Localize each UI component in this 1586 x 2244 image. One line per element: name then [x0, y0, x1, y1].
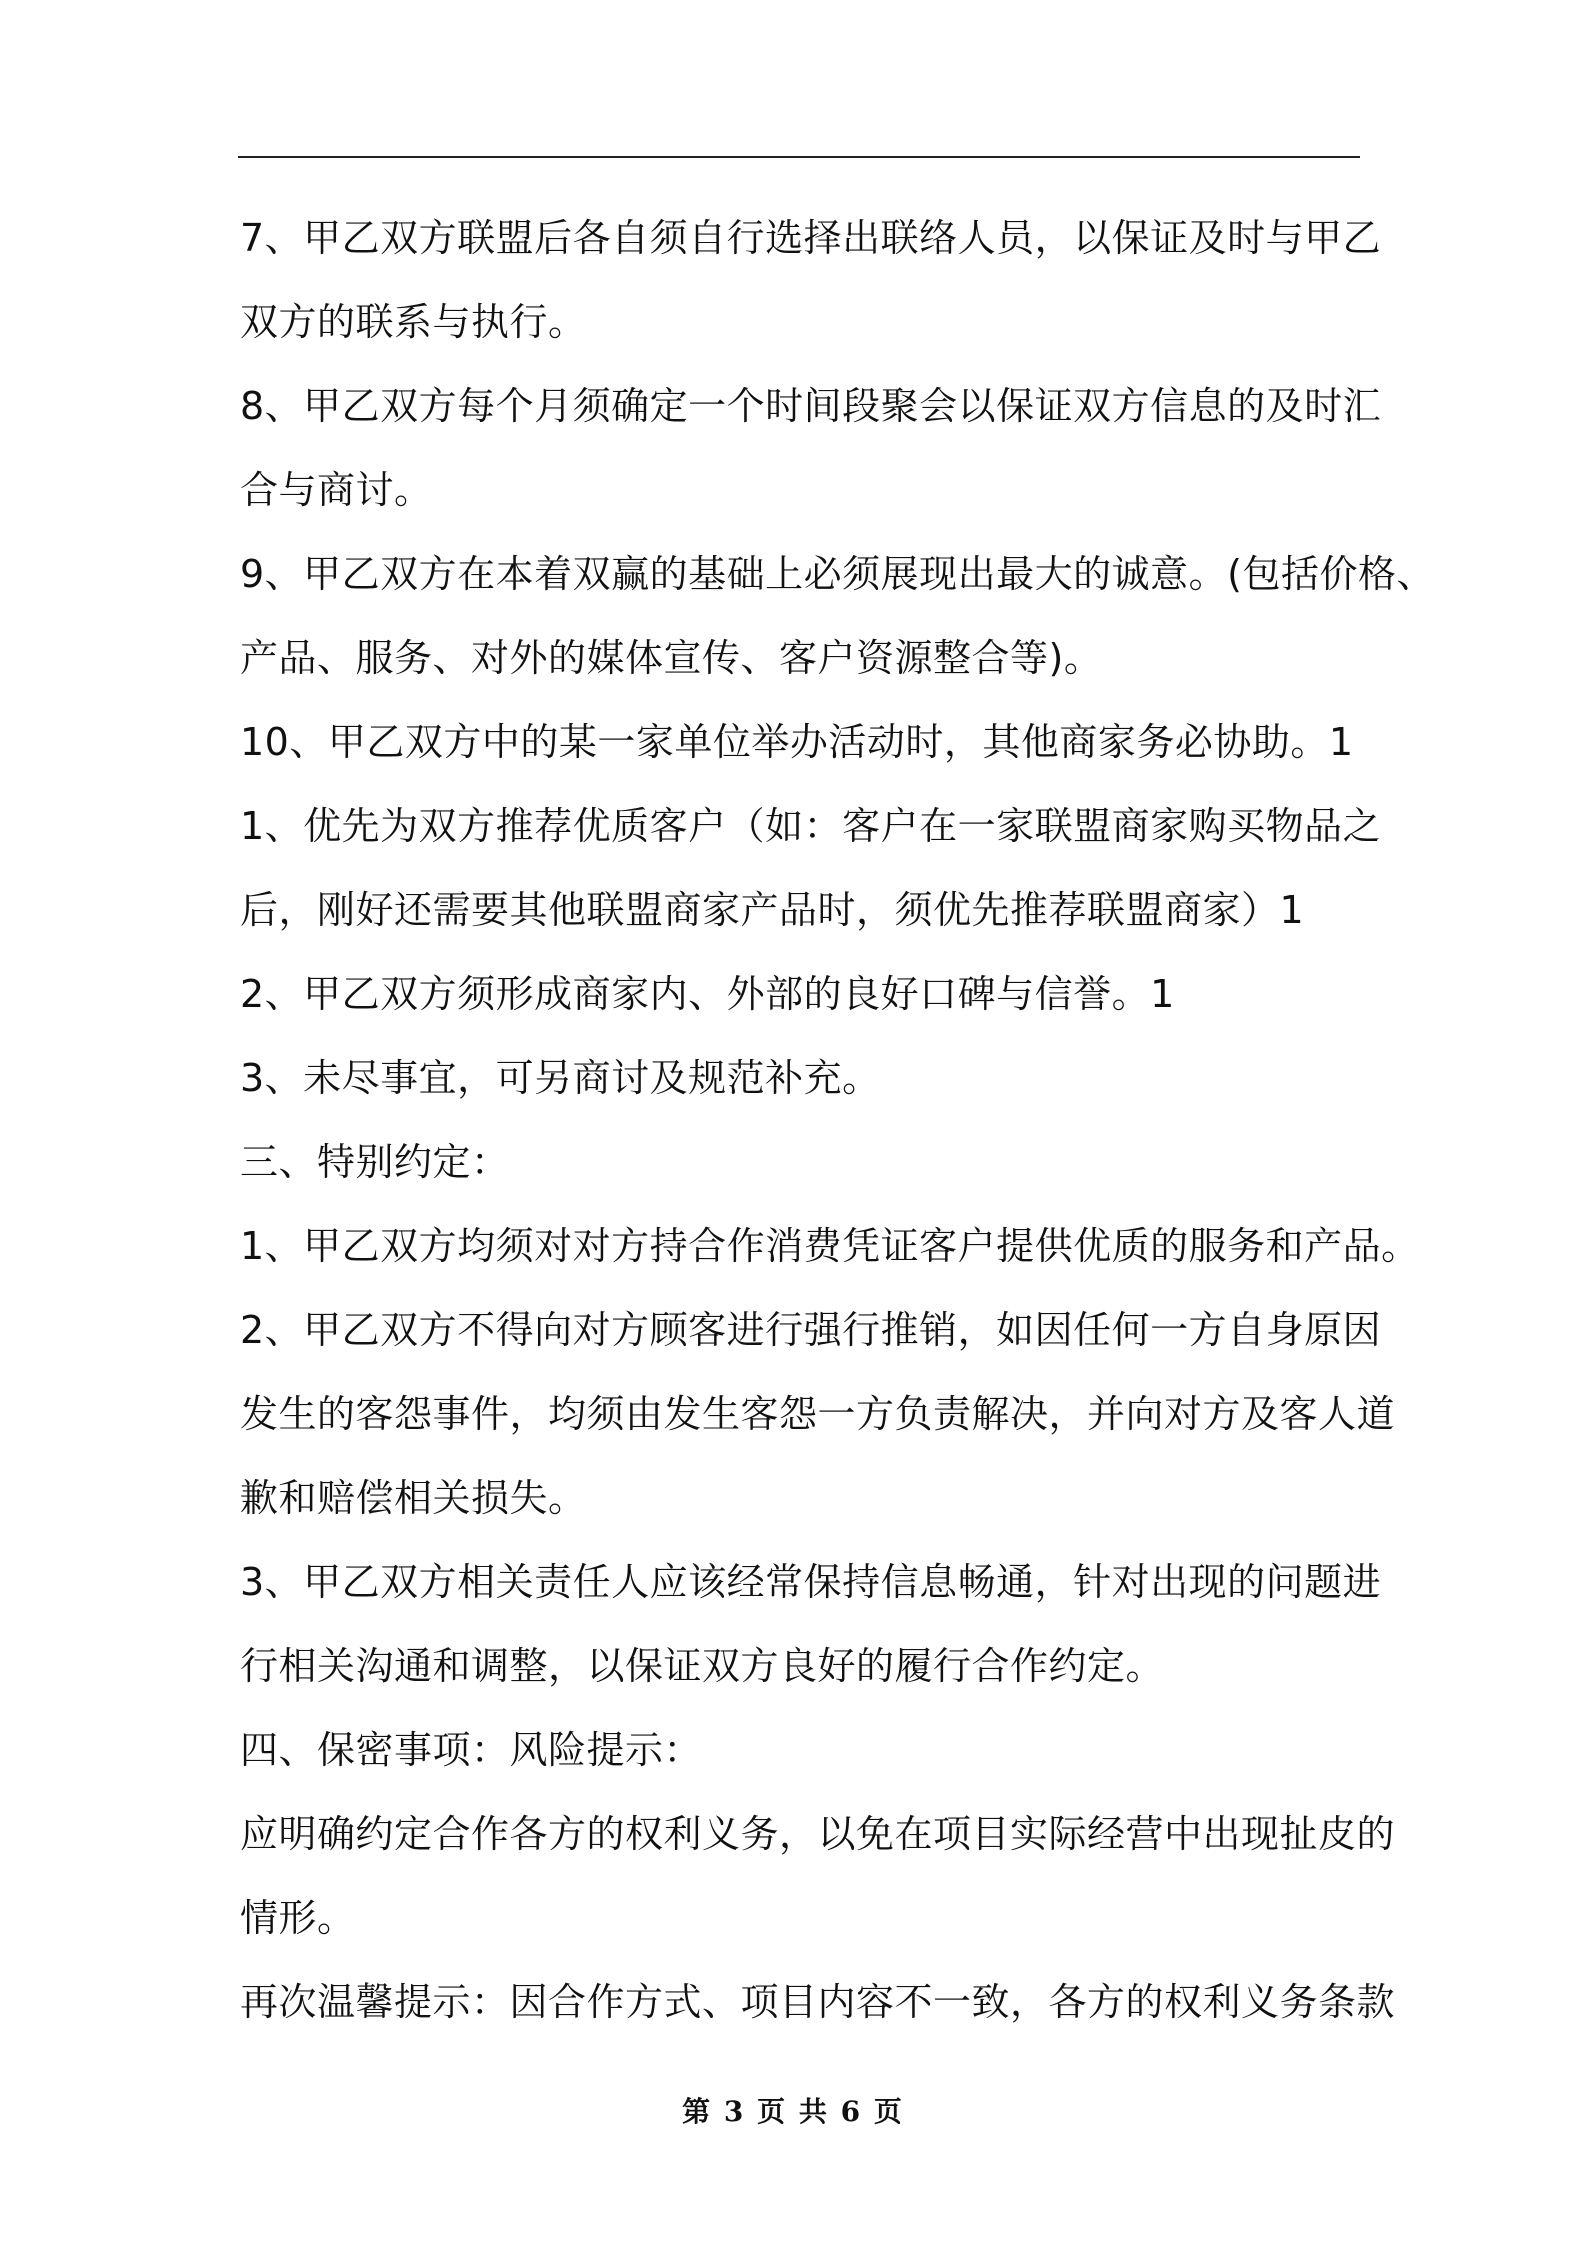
text-line: 双方的联系与执行。 — [240, 300, 587, 344]
text-line: 再次温馨提示：因合作方式、项目内容不一致，各方的权利义务条款 — [240, 1980, 1396, 2024]
text-line: 2、甲乙双方须形成商家内、外部的良好口碑与信誉。1 — [240, 972, 1175, 1016]
text-line: 2、甲乙双方不得向对方顾客进行强行推销，如因任何一方自身原因 — [240, 1308, 1382, 1352]
document-body — [240, 196, 1436, 2044]
text-line: 1、甲乙双方均须对对方持合作消费凭证客户提供优质的服务和产品。 — [240, 1224, 1420, 1268]
text-line: 产品、服务、对外的媒体宣传、客户资源整合等)。 — [240, 636, 1103, 680]
text-line: 后，刚好还需要其他联盟商家产品时，须优先推荐联盟商家）1 — [240, 888, 1305, 932]
text-line: 10、甲乙双方中的某一家单位举办活动时，其他商家务必协助。1 — [240, 720, 1354, 764]
text-line: 7、甲乙双方联盟后各自须自行选择出联络人员，以保证及时与甲乙 — [240, 216, 1382, 260]
text-line: 应明确约定合作各方的权利义务，以免在项目实际经营中出现扯皮的 — [240, 1812, 1396, 1856]
page-number: 第 3 页 共 6 页 — [682, 2095, 904, 2128]
section-heading: 三、特别约定： — [240, 1140, 510, 1184]
text-line: 歉和赔偿相关损失。 — [240, 1476, 587, 1520]
text-line: 3、未尽事宜，可另商讨及规范补充。 — [240, 1056, 881, 1100]
text-line: 合与商讨。 — [240, 468, 433, 512]
text-line: 行相关沟通和调整，以保证双方良好的履行合作约定。 — [240, 1644, 1165, 1688]
text-line: 9、甲乙双方在本着双赢的基础上必须展现出最大的诚意。(包括价格、 — [240, 552, 1436, 596]
text-line: 8、甲乙双方每个月须确定一个时间段聚会以保证双方信息的及时汇 — [240, 384, 1382, 428]
text-line: 3、甲乙双方相关责任人应该经常保持信息畅通，针对出现的问题进 — [240, 1560, 1382, 1604]
section-heading: 四、保密事项：风险提示： — [240, 1728, 703, 1772]
text-line: 情形。 — [240, 1896, 356, 1940]
header-rule — [238, 156, 1360, 158]
text-line: 发生的客怨事件，均须由发生客怨一方负责解决，并向对方及客人道 — [240, 1392, 1396, 1436]
text-line: 1、优先为双方推荐优质客户（如：客户在一家联盟商家购买物品之 — [240, 804, 1382, 848]
